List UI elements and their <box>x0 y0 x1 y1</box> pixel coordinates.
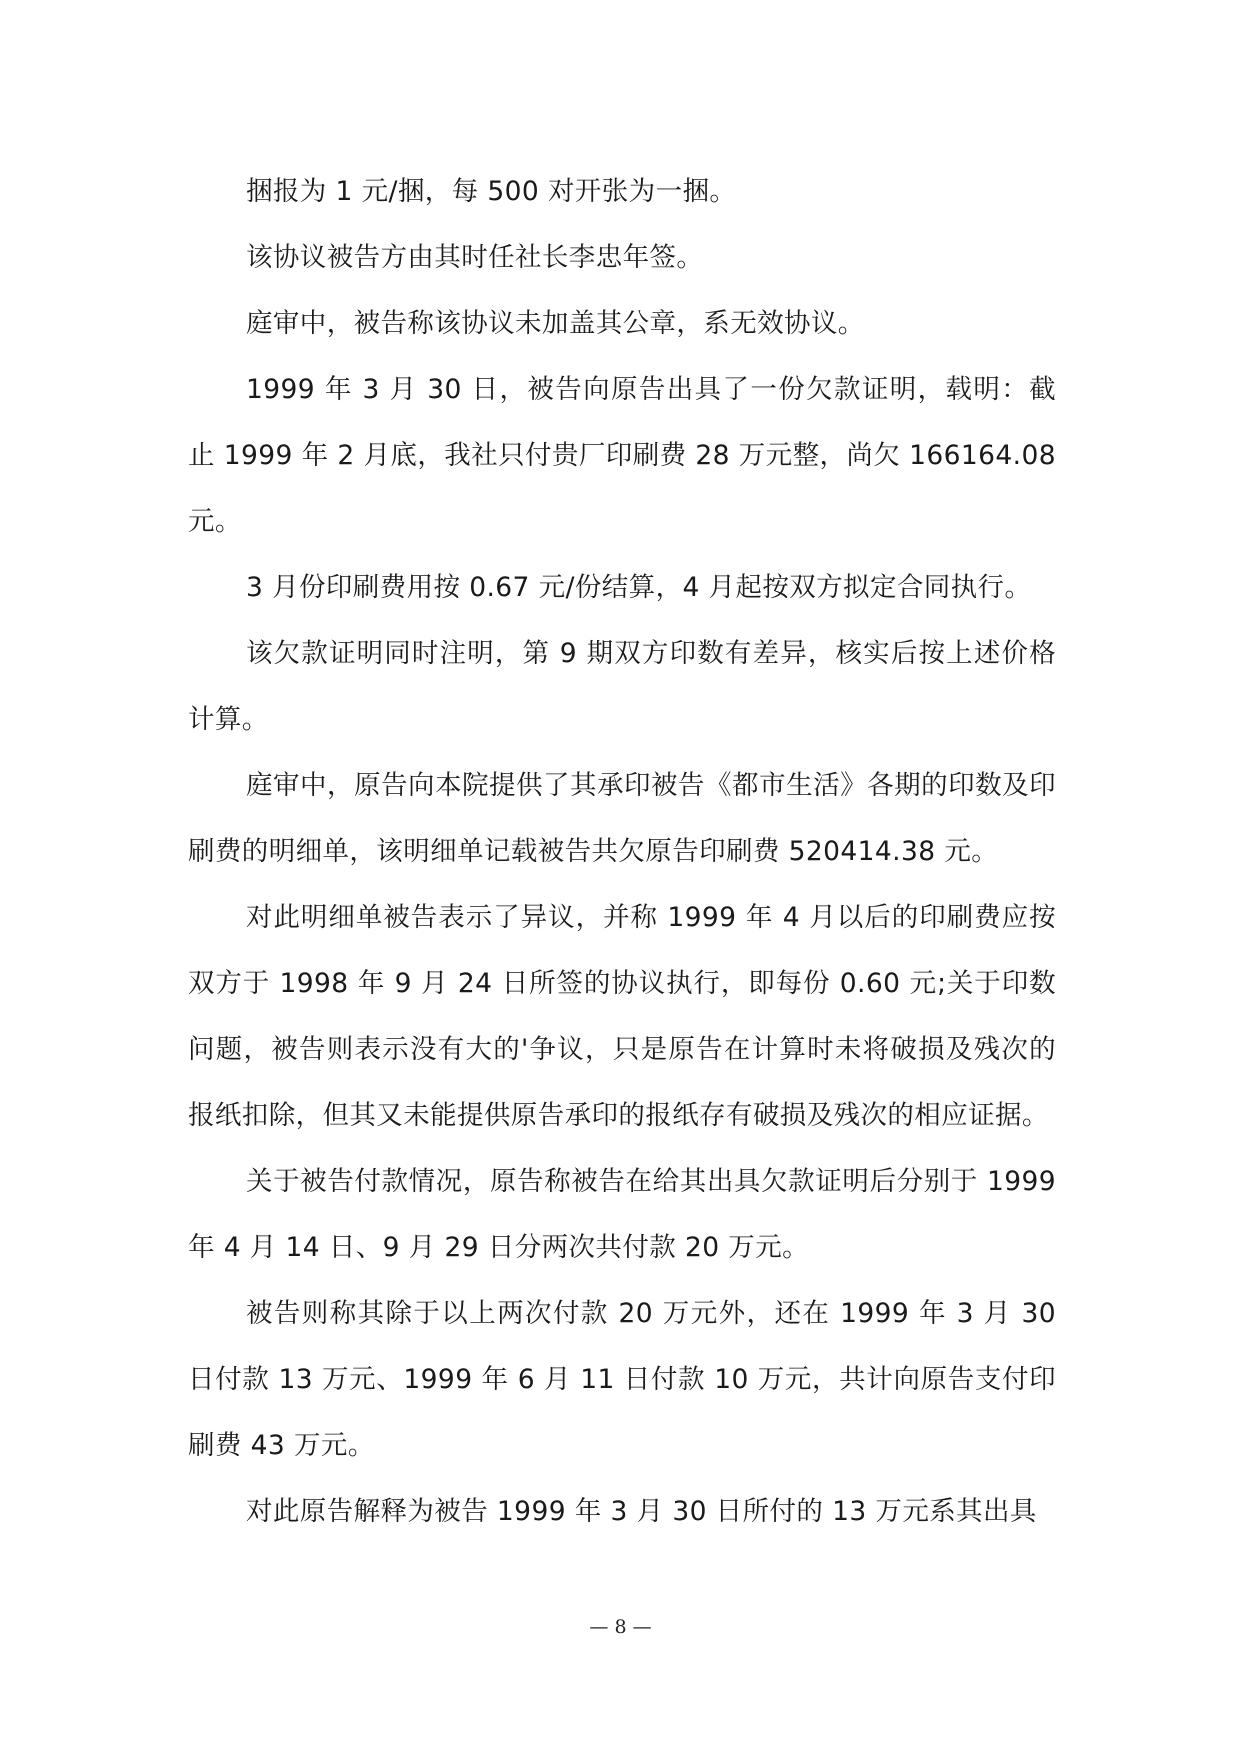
paragraph: 3 月份印刷费用按 0.67 元/份结算，4 月起按双方拟定合同执行。 <box>246 572 1032 603</box>
paragraph: 庭审中，原告向本院提供了其承印被告《都市生活》各期的印数及印刷费的明细单，该明细单记载被告共欠原告印刷费 520414.38 元。 <box>188 770 1056 867</box>
paragraph: 被告则称其除于以上两次付款 20 万元外，还在 1999 年 3 月 30 日付款 13 万元、1999 年 6 月 11 日付款 10 万元，共计向原告支付印刷费 43 万元。 <box>188 1298 1056 1461</box>
paragraph: 1999 年 3 月 30 日，被告向原告出具了一份欠款证明，载明：截止 1999 年 2 月底，我社只付贵厂印刷费 28 万元整，尚欠 166164.08 元。 <box>188 374 1056 537</box>
paragraph: 庭审中，被告称该协议未加盖其公章，系无效协议。 <box>246 308 865 339</box>
paragraph: 对此原告解释为被告 1999 年 3 月 30 日所付的 13 万元系其出具 <box>246 1496 1037 1527</box>
paragraph: 关于被告付款情况，原告称被告在给其出具欠款证明后分别于 1999 年 4 月 14 日、9 月 29 日分两次共付款 20 万元。 <box>188 1166 1056 1263</box>
paragraph: 该协议被告方由其时任社长李忠年签。 <box>246 242 704 273</box>
paragraph: 对此明细单被告表示了异议，并称 1999 年 4 月以后的印刷费应按双方于 1998 年 9 月 24 日所签的协议执行，即每份 0.60 元;关于印数问题，被告则表示没有大的'争议，只是原告在计算时未将破损及残次的报纸扣除，但其又未能提供原告承印的报纸存有破损及残次的相应证据。 <box>188 902 1056 1131</box>
paragraph: 捆报为 1 元/捆，每 500 对开张为一捆。 <box>246 176 737 207</box>
page-number: — 8 — <box>589 1616 652 1638</box>
document-body <box>188 159 1056 1545</box>
paragraph: 该欠款证明同时注明，第 9 期双方印数有差异，核实后按上述价格计算。 <box>188 638 1056 735</box>
